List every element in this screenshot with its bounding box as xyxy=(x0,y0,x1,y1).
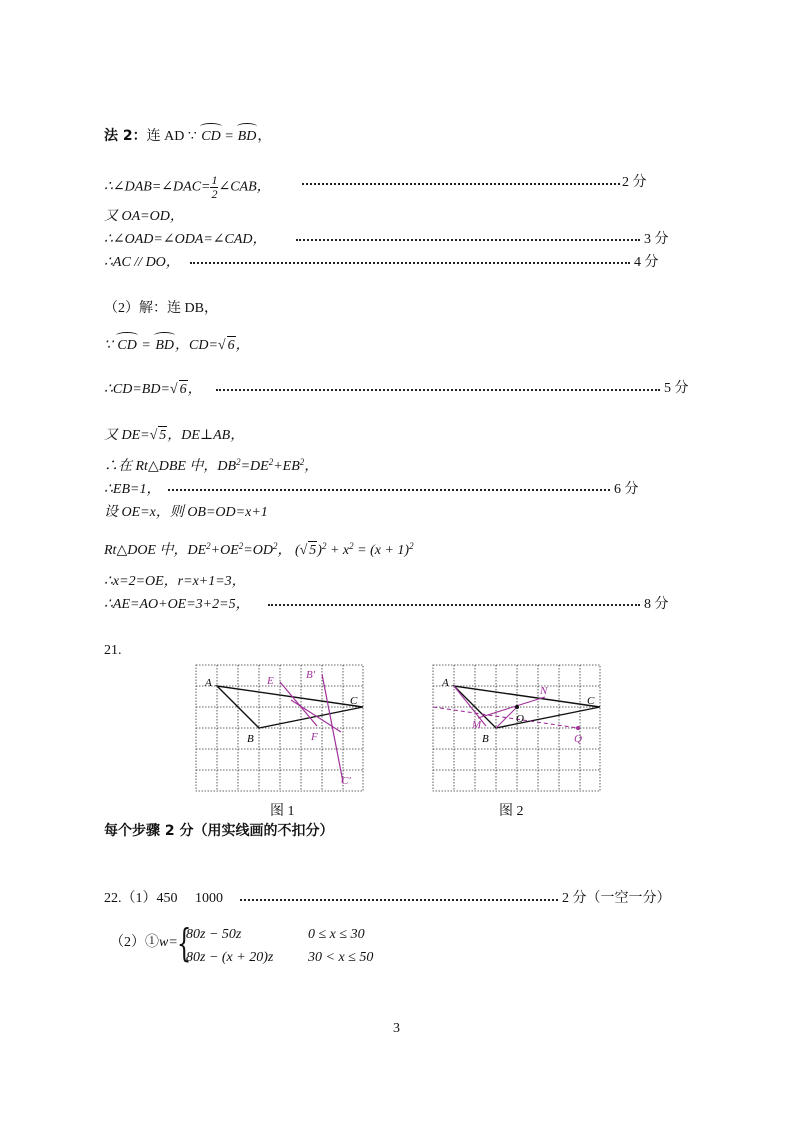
label-F: F xyxy=(311,731,318,743)
case2-cond: 30 < x ≤ 50 xyxy=(308,950,374,965)
w-eq: w= xyxy=(159,935,178,950)
q21-number: 21. xyxy=(104,643,122,658)
comma: ， xyxy=(235,338,250,353)
method2-line1: 法 2：连 AD ∵ CD = BD， xyxy=(104,128,272,144)
label-B-prime: B' xyxy=(306,669,316,681)
sqrt-5: 5 xyxy=(159,428,167,443)
label-A: A xyxy=(205,677,212,689)
rt-doe: Rt△DOE 中，DE xyxy=(104,543,207,558)
label-A: A xyxy=(442,677,449,689)
brace: { xyxy=(176,921,192,965)
line-c-cprime xyxy=(291,700,341,732)
part2-line2: ∴CD=BD=√ 6， xyxy=(104,382,202,397)
sqrt-5: 5 xyxy=(309,543,317,558)
part2-line4 xyxy=(104,458,318,476)
cd-bd-eq: ∴CD=BD= xyxy=(104,382,170,397)
part2-line8: ∴x=2=OE，r=x+1=3， xyxy=(104,574,246,589)
leader-dots xyxy=(296,239,640,241)
comma: ， xyxy=(277,543,292,558)
leader-dots xyxy=(216,389,660,391)
score-4: 4 分 xyxy=(634,255,659,270)
eb-term: +EB xyxy=(273,459,300,474)
exp: 2 xyxy=(238,541,244,551)
part2-line3: 又 DE=√ 5，DE⊥AB， xyxy=(104,428,245,443)
exp: 2 xyxy=(236,457,241,467)
exp: 2 xyxy=(206,541,211,551)
method2-line4: ∴∠OAD=∠ODA=∠CAD， xyxy=(104,232,267,247)
arc-cd: CD xyxy=(201,129,221,144)
od-term: =OD xyxy=(243,543,273,558)
leader-dots xyxy=(168,489,610,491)
part2-line9: ∴AE=AO+OE=3+2=5， xyxy=(104,597,250,612)
case2-expr: 80z − (x + 20)z xyxy=(186,950,274,965)
paren: ( xyxy=(294,543,300,558)
rhs-term: = (x + 1) xyxy=(353,543,410,558)
label-C-prime: C' xyxy=(341,775,351,787)
part2-line6: 设 OE=x，则 OB=OD=x+1 xyxy=(104,505,268,520)
leader-dots xyxy=(240,899,558,901)
figure-1-caption: 图 1 xyxy=(270,804,295,819)
since-symbol: ∵ xyxy=(187,129,197,144)
part2-line7: Rt△DOE 中，$DE^2+OE^2=OD^2$， (√ $5)^2 + x^2 = (x + 1)^2$ xyxy=(104,541,414,558)
exp: 2 xyxy=(409,541,414,551)
de-perp-ab: ，DE⊥AB， xyxy=(167,428,245,443)
method2-line2 xyxy=(104,174,271,201)
method2-angle-eq: ∴∠DAB=∠DAC= xyxy=(104,179,211,195)
label-N: N xyxy=(540,685,548,697)
label-B: B xyxy=(247,733,254,745)
de-term: =DE xyxy=(240,459,269,474)
part2-title: （2）解：连 DB， xyxy=(104,301,218,316)
dashed-line-q xyxy=(433,707,578,728)
score-2: 2 分 xyxy=(622,175,647,190)
q22-part2-num: （2）① xyxy=(110,935,159,950)
case1-expr: 80z − 50z xyxy=(186,927,242,942)
arc-cd: CD xyxy=(117,338,137,353)
point-o xyxy=(515,705,519,709)
comma: ， xyxy=(187,382,202,397)
since-symbol: ∵ xyxy=(104,338,113,353)
method2-cab: ∠CAB， xyxy=(218,179,271,195)
leader-dots xyxy=(268,604,640,606)
method2-connect-text: 连 AD xyxy=(146,129,185,144)
figure-1 xyxy=(195,664,365,794)
case1-cond: 0 ≤ x ≤ 30 xyxy=(308,927,365,942)
arc-bd: BD xyxy=(237,129,257,144)
exp: 2 xyxy=(268,457,274,467)
exp: 2 xyxy=(349,541,354,551)
part2-line5: ∴EB=1， xyxy=(104,482,161,497)
paren: ) xyxy=(317,543,322,558)
comma: ， xyxy=(304,459,319,474)
score-8: 8 分 xyxy=(644,597,669,612)
label-M: M xyxy=(472,719,482,731)
line-am xyxy=(454,686,486,726)
score-6: 6 分 xyxy=(614,482,639,497)
de-eq: 又 DE= xyxy=(104,428,150,443)
exp: 2 xyxy=(272,541,278,551)
page-number: 3 xyxy=(393,1021,400,1036)
method2-line5: ∴AC // DO， xyxy=(104,255,180,270)
rt-dbe: ∴在 Rt△DBE 中，DB xyxy=(104,459,237,474)
label-O: O xyxy=(516,713,524,725)
arc-bd: BD xyxy=(155,338,174,353)
exp: 2 xyxy=(321,541,327,551)
method2-line3: 又 OA=OD， xyxy=(104,209,184,224)
line-mn xyxy=(478,697,545,718)
point-q xyxy=(576,726,580,730)
score-2-each: 2 分（一空一分） xyxy=(562,891,671,906)
label-E: E xyxy=(267,675,274,687)
method2-label: 法 2： xyxy=(104,128,147,144)
x-term: + x xyxy=(326,543,350,558)
q21-grading-note: 每个步骤 2 分（用实线画的不扣分） xyxy=(104,823,334,839)
leader-dots xyxy=(190,262,630,264)
label-B: B xyxy=(482,733,489,745)
label-C: C xyxy=(587,695,595,707)
q22-part2-label xyxy=(110,934,178,952)
part2-line1: ∵ CD = BD，CD=√ 6， xyxy=(104,338,250,353)
sqrt-6: 6 xyxy=(227,338,235,353)
score-3: 3 分 xyxy=(644,232,669,247)
sqrt-6: 6 xyxy=(179,382,187,397)
figure-2 xyxy=(432,664,602,794)
leader-dots xyxy=(302,183,620,185)
figure-1-grid xyxy=(196,665,363,791)
q22-line1: 22.（1）450 1000 xyxy=(104,891,223,906)
label-C: C xyxy=(350,695,358,707)
figure-2-caption: 图 2 xyxy=(499,804,524,819)
score-5: 5 分 xyxy=(664,381,689,396)
oe-term: +OE xyxy=(210,543,239,558)
label-Q: Q xyxy=(574,733,582,745)
half-fraction: $\frac{1}{2}$ xyxy=(211,173,218,201)
cd-eq: ，CD= xyxy=(175,338,218,353)
exp: 2 xyxy=(299,457,305,467)
